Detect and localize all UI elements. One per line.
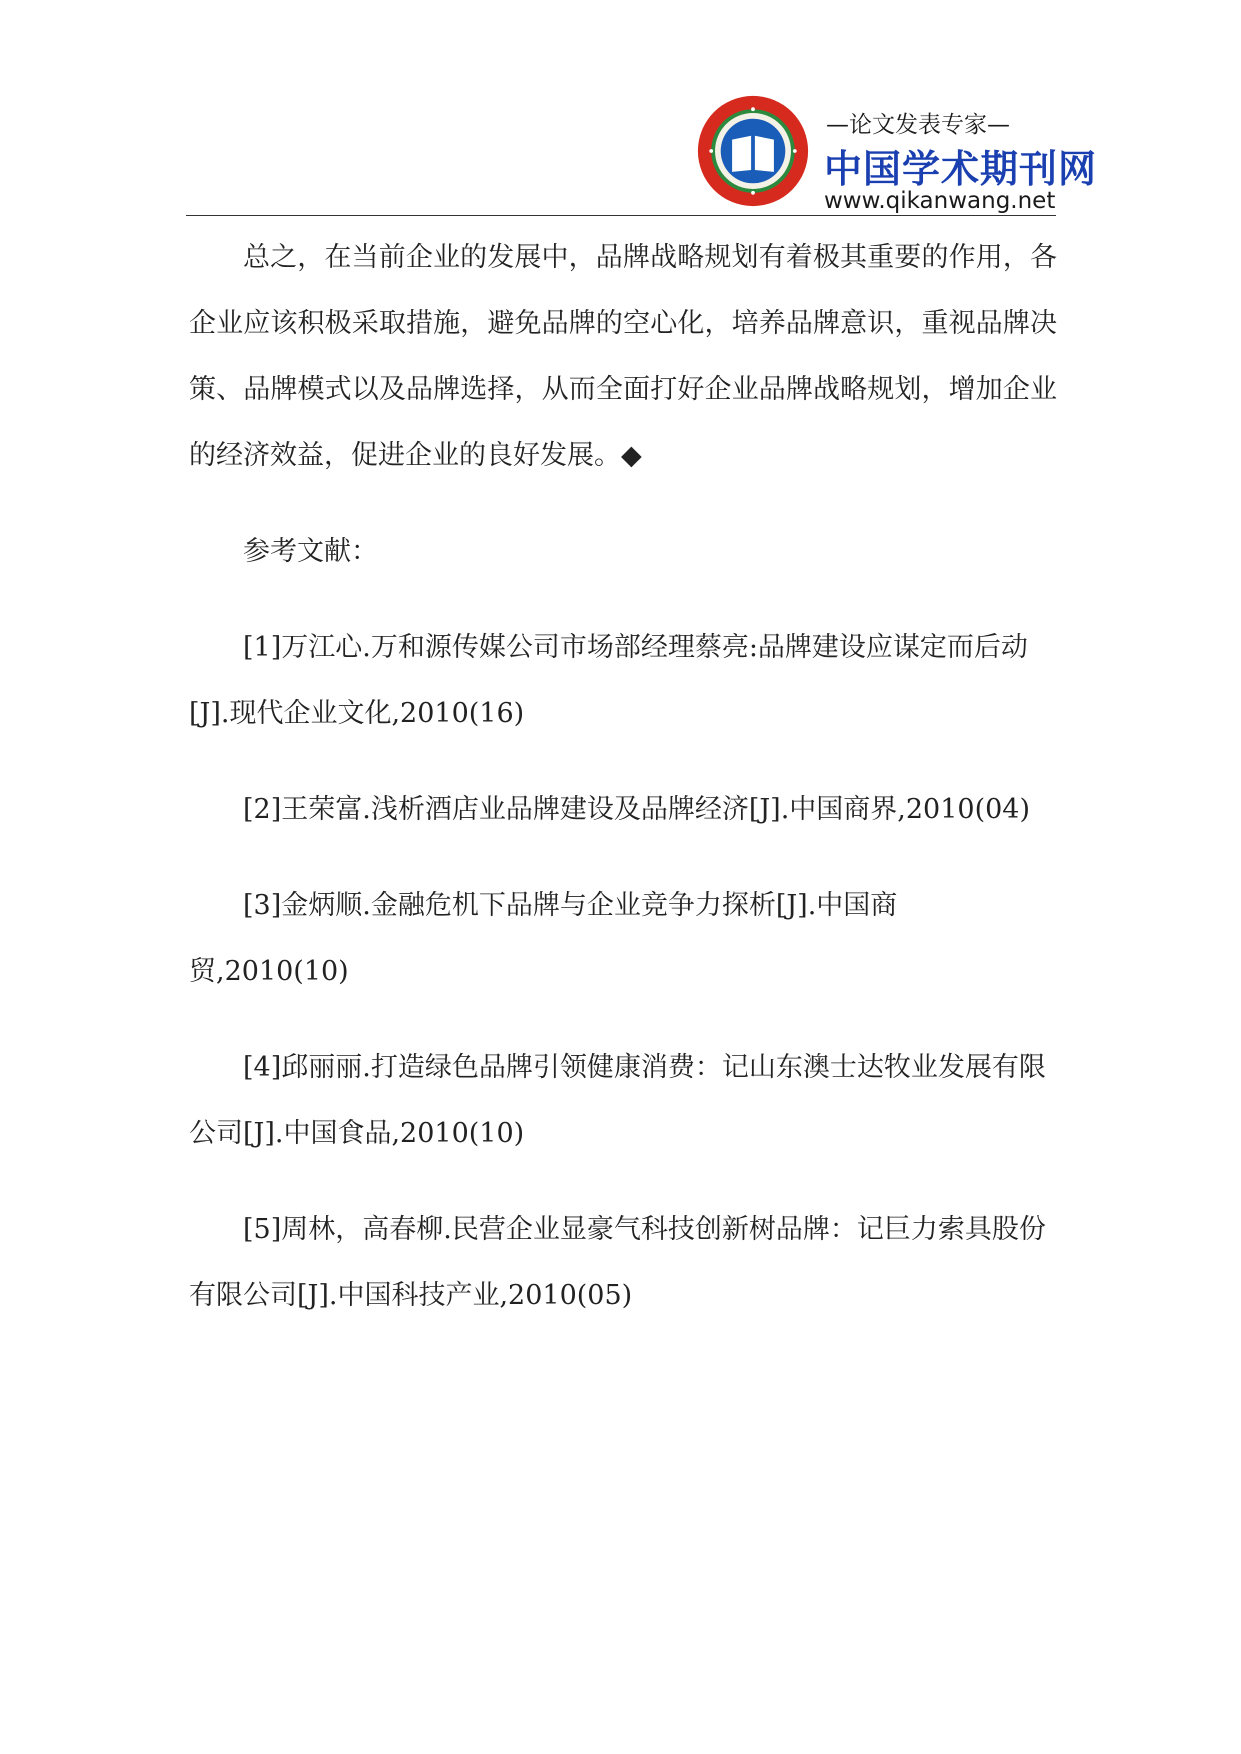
reference-item: [5]周林，高春柳.民营企业显豪气科技创新树品牌：记巨力索具股份有限公司[J].中国科技产业,2010(05) (189, 1214, 1046, 1311)
page-header (186, 80, 1098, 216)
reference-item: [4]邱丽丽.打造绿色品牌引领健康消费：记山东澳士达牧业发展有限公司[J].中国食品,2010(10) (189, 1052, 1046, 1149)
logo-tagline: —论文发表专家— (826, 112, 1010, 138)
logo-name: 中国学术期刊网 (824, 147, 1098, 191)
logo-url: www.qikanwang.net (824, 188, 1056, 214)
reference-item: [2]王荣富.浅析酒店业品牌建设及品牌经济[J].中国商界,2010(04) (243, 794, 1031, 825)
document-body (189, 225, 1057, 1329)
conclusion-paragraph: 总之，在当前企业的发展中，品牌战略规划有着极其重要的作用，各企业应该积极采取措施，避免品牌的空心化，培养品牌意识，重视品牌决策、品牌模式以及品牌选择，从而全面打好企业品牌战略规划，增加企业的经济效益，促进企业的良好发展。◆ (189, 242, 1057, 471)
references-heading: 参考文献： (243, 536, 378, 567)
seal-icon (696, 94, 810, 208)
header-divider (186, 215, 1056, 216)
journal-logo (696, 88, 1098, 214)
reference-item: [1]万江心.万和源传媒公司市场部经理蔡亮:品牌建设应谋定而后动[J].现代企业文化,2010(16) (189, 632, 1028, 729)
reference-item: [3]金炳顺.金融危机下品牌与企业竞争力探析[J].中国商贸,2010(10) (189, 890, 898, 987)
